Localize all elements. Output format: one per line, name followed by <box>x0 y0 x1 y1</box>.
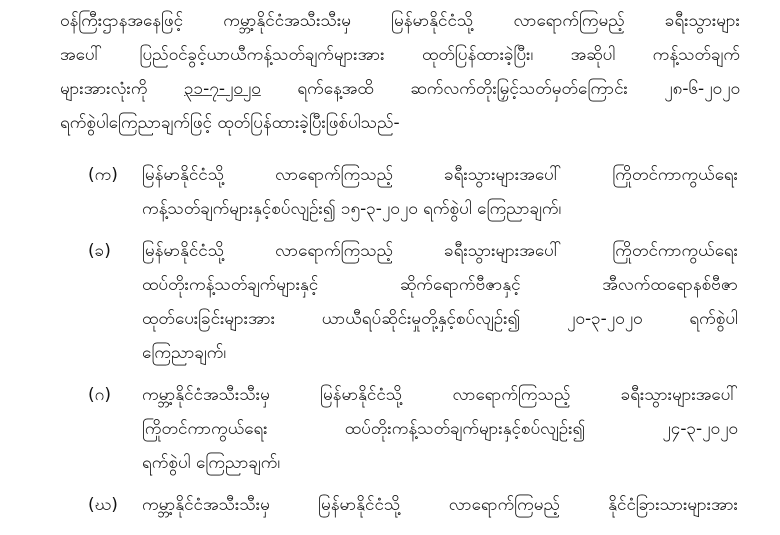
list-item-text <box>142 488 738 522</box>
intro-line-3-post: ရက်နေ့အထိ ဆက်လက်တိုးမြှင့်သတ်မှတ်ကြောင်း ၂၈-၆-၂၀၂၀ <box>297 79 741 99</box>
intro-line-3 <box>60 72 740 106</box>
intro-line-2: အပေါ် ပြည်ဝင်ခွင့်ယာယီကန့်သတ်ချက်များအား ထုတ်ပြန်ထားခဲ့ပြီး၊ အဆိုပါ ကန့်သတ်ချက် <box>60 45 740 65</box>
list-item-text <box>142 378 738 480</box>
list-item-label: (ဃ) <box>88 495 118 515</box>
list-item-text <box>142 234 738 370</box>
intro-line-3-pre: များအားလုံးကို <box>60 79 148 99</box>
list-item-label: (ခ) <box>88 241 111 261</box>
intro-line-4: ရက်စွဲပါကြေညာချက်ဖြင့် ထုတ်ပြန်ထားခဲ့ပြီးဖြစ်ပါသည်- <box>60 113 400 133</box>
list-item-line: မြန်မာနိုင်ငံသို့ လာရောက်ကြသည့် ခရီးသွားများအပေါ် ကြိုတင်ကာကွယ်ရေး <box>142 165 738 185</box>
list-item-line: မြန်မာနိုင်ငံသို့ လာရောက်ကြသည့် ခရီးသွားများအပေါ် ကြိုတင်ကာကွယ်ရေး <box>142 241 738 261</box>
list-item-line: ကြိုတင်ကာကွယ်ရေး ထပ်တိုးကန့်သတ်ချက်များနှင့်စပ်လျဉ်း၍ ၂၄-၃-၂၀၂၀ <box>142 419 738 439</box>
list-item <box>0 234 780 370</box>
list-item-line: ကမ္ဘာ့နိုင်ငံအသီးသီးမှ မြန်မာနိုင်ငံသို့ လာရောက်ကြသည့် ခရီးသွားများအပေါ် <box>142 385 738 405</box>
list-item-line: ထုတ်ပေးခြင်းများအား ယာယီရပ်ဆိုင်းမှုတို့နှင့်စပ်လျဉ်း၍ ၂၀-၃-၂၀၂၀ ရက်စွဲပါ <box>142 309 738 329</box>
list-item-line: ထပ်တိုးကန့်သတ်ချက်များနှင့် ဆိုက်ရောက်ဗီဇာနှင့် အီလက်ထရောနစ်ဗီဇာ <box>142 275 738 295</box>
intro-line-1: ဝန်ကြီးဌာနအနေဖြင့် ကမ္ဘာ့နိုင်ငံအသီးသီးမှ မြန်မာနိုင်ငံသို့ လာရောက်ကြမည့် ခရီးသွားများ <box>60 11 740 31</box>
list-item-line: ကြေညာချက်၊ <box>142 343 227 363</box>
list-item <box>0 378 780 480</box>
extension-date: ၃၁-၇-၂၀၂၀ <box>184 79 261 99</box>
list-item-line: ရက်စွဲပါ ကြေညာချက်၊ <box>142 453 281 473</box>
list-item <box>0 488 780 522</box>
list-item-text <box>142 158 738 226</box>
list-item-line: ကမ္ဘာ့နိုင်ငံအသီးသီးမှ မြန်မာနိုင်ငံသို့ လာရောက်ကြမည့် နိုင်ငံခြားသားများအား <box>142 495 738 515</box>
list-item-label: (ဂ) <box>88 385 111 405</box>
list-item <box>0 158 780 226</box>
announcement-list <box>0 158 780 530</box>
list-item-line: ကန့်သတ်ချက်များနှင့်စပ်လျဉ်း၍ ၁၅-၃-၂၀၂၀ ရက်စွဲပါ ကြေညာချက်၊ <box>142 199 562 219</box>
list-item-label: (က) <box>88 165 118 185</box>
intro-paragraph <box>60 4 740 140</box>
